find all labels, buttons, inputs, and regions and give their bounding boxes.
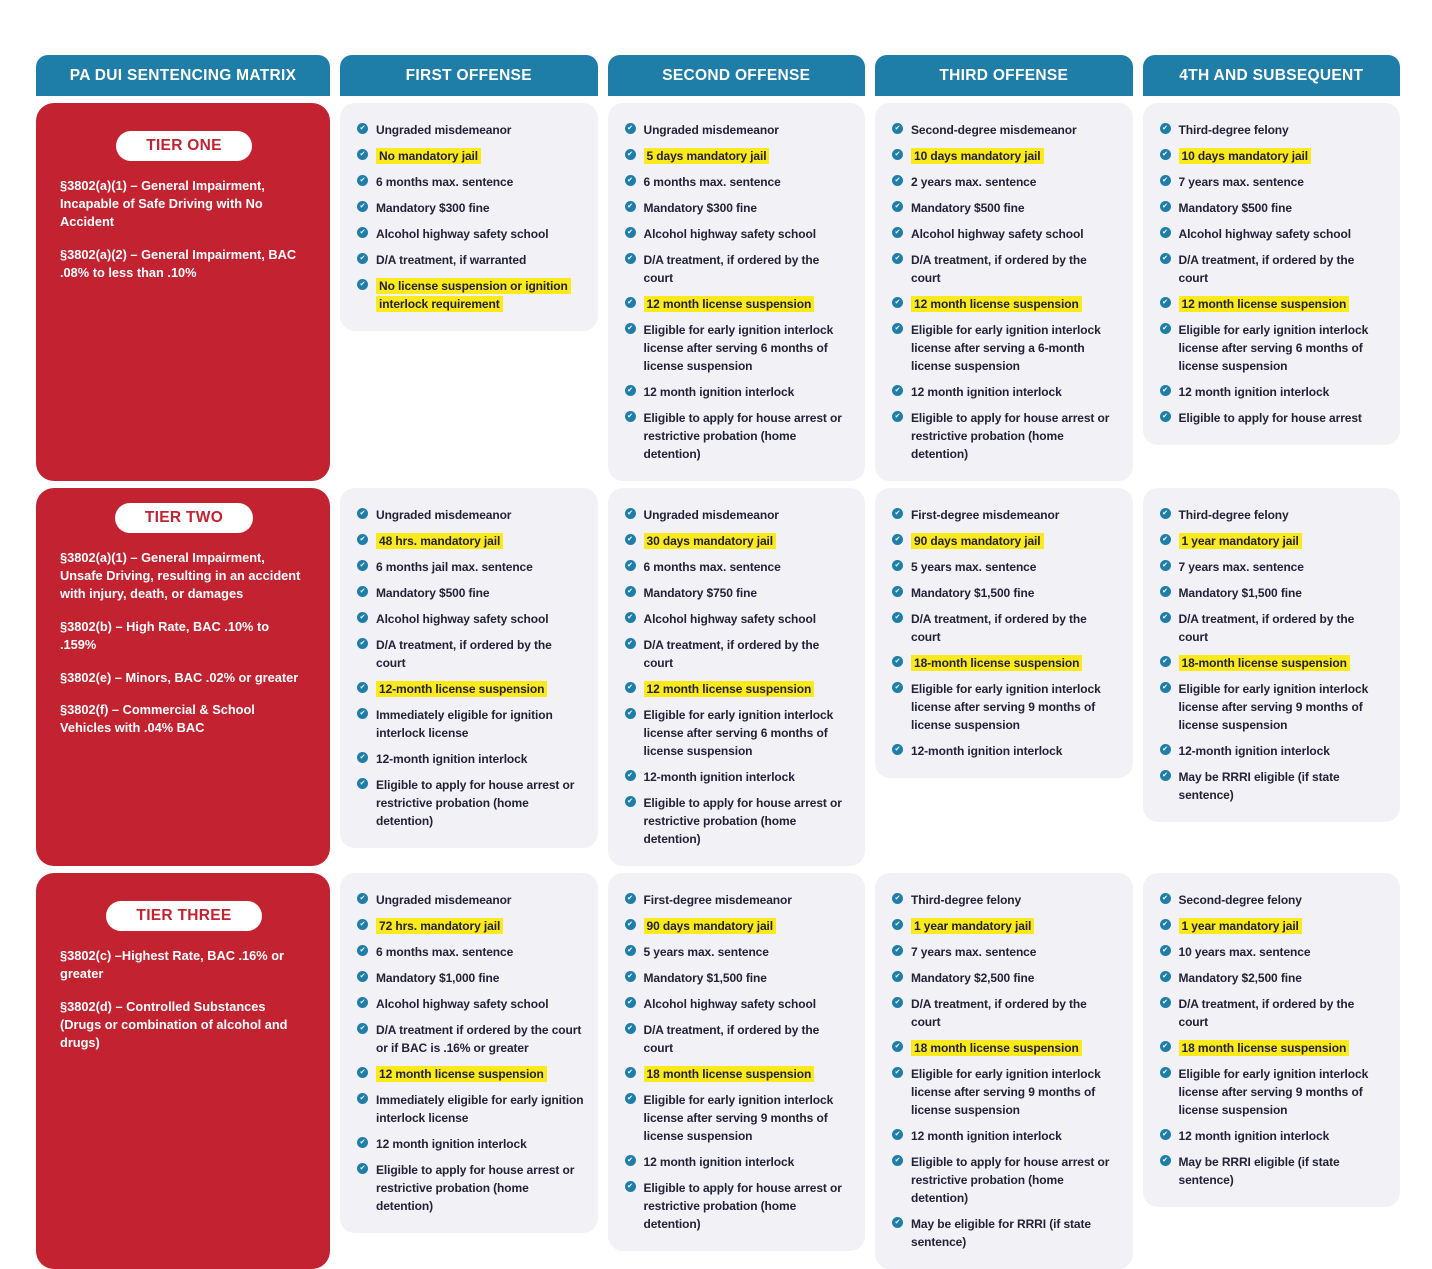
- penalty-item: ✔ 72 hrs. mandatory jail: [357, 917, 584, 935]
- penalty-item: ✔ No mandatory jail: [357, 147, 584, 165]
- penalty-item: ✔ Eligible to apply for house arrest or restrictive probation (home detention): [625, 1179, 852, 1233]
- check-icon: [892, 297, 903, 308]
- penalty-item: ✔ Eligible for early ignition interlock license after serving 9 months of license suspension: [1160, 1065, 1387, 1119]
- check-icon: [357, 201, 368, 212]
- tier-three-row: [36, 873, 1400, 1269]
- check-icon: [892, 1041, 903, 1052]
- check-icon: [357, 227, 368, 238]
- check-icon: [892, 1217, 903, 1228]
- check-icon: [357, 1137, 368, 1148]
- statute-text: §3802(a)(1) – General Impairment, Incapable of Safe Driving with No Accident: [60, 178, 265, 229]
- penalty-item: ✔ 2 years max. sentence: [892, 173, 1119, 191]
- check-icon: [1160, 297, 1171, 308]
- check-icon: [625, 919, 636, 930]
- check-icon: [1160, 508, 1171, 519]
- penalty-item: ✔ Alcohol highway safety school: [357, 610, 584, 628]
- check-icon: [357, 997, 368, 1008]
- penalty-item: ✔ Immediately eligible for early ignition interlock license: [357, 1091, 584, 1127]
- check-icon: [357, 175, 368, 186]
- penalty-item: ✔ Eligible for early ignition interlock license after serving 9 months of license suspension: [625, 1091, 852, 1145]
- check-icon: [1160, 123, 1171, 134]
- check-icon: [1160, 323, 1171, 334]
- check-icon: [357, 1023, 368, 1034]
- penalty-item: ✔ Mandatory $500 fine: [892, 199, 1119, 217]
- check-icon: [625, 149, 636, 160]
- penalty-item: ✔ D/A treatment, if ordered by the court: [892, 995, 1119, 1031]
- penalty-item: ✔ D/A treatment, if ordered by the court: [625, 251, 852, 287]
- penalty-item: ✔ 18-month license suspension: [892, 654, 1119, 672]
- check-icon: [892, 971, 903, 982]
- penalty-item: ✔ 12-month license suspension: [357, 680, 584, 698]
- penalty-item: ✔ Eligible for early ignition interlock license after serving 6 months of license suspension: [625, 321, 852, 375]
- penalty-item: ✔ Ungraded misdemeanor: [357, 891, 584, 909]
- check-icon: [1160, 1067, 1171, 1078]
- check-icon: [1160, 770, 1171, 781]
- penalty-item: ✔ 90 days mandatory jail: [892, 532, 1119, 550]
- penalty-list: [625, 891, 852, 1233]
- check-icon: [357, 508, 368, 519]
- check-icon: [625, 175, 636, 186]
- check-icon: [357, 534, 368, 545]
- header-third-offense: THIRD OFFENSE: [875, 55, 1133, 96]
- check-icon: [625, 560, 636, 571]
- penalty-item: ✔ 18 month license suspension: [625, 1065, 852, 1083]
- check-icon: [892, 323, 903, 334]
- penalty-item: ✔ 12 month license suspension: [357, 1065, 584, 1083]
- penalty-item: ✔ 6 months max. sentence: [357, 173, 584, 191]
- check-icon: [892, 586, 903, 597]
- penalty-item: ✔ Immediately eligible for ignition interlock license: [357, 706, 584, 742]
- penalty-item: ✔ 12 month ignition interlock: [357, 1135, 584, 1153]
- check-icon: [892, 682, 903, 693]
- check-icon: [892, 560, 903, 571]
- penalty-item: ✔ Mandatory $2,500 fine: [892, 969, 1119, 987]
- penalty-item: ✔ D/A treatment, if ordered by the court: [892, 610, 1119, 646]
- check-icon: [625, 770, 636, 781]
- penalty-item: ✔ Eligible for early ignition interlock license after serving 6 months of license suspension: [1160, 321, 1387, 375]
- penalty-item: ✔ Eligible to apply for house arrest: [1160, 409, 1387, 427]
- header-second-offense: SECOND OFFENSE: [608, 55, 866, 96]
- check-icon: [1160, 227, 1171, 238]
- penalty-item: ✔ D/A treatment, if warranted: [357, 251, 584, 269]
- penalty-item: ✔ 6 months max. sentence: [625, 558, 852, 576]
- penalty-item: ✔ Eligible for early ignition interlock license after serving 9 months of license suspension: [1160, 680, 1387, 734]
- penalty-item: ✔ First-degree misdemeanor: [892, 506, 1119, 524]
- penalty-item: ✔ Alcohol highway safety school: [357, 225, 584, 243]
- penalty-item: ✔ Alcohol highway safety school: [892, 225, 1119, 243]
- tier-two-label-pill: [115, 503, 253, 533]
- check-icon: [892, 227, 903, 238]
- check-icon: [357, 893, 368, 904]
- check-icon: [1160, 656, 1171, 667]
- penalty-item: ✔ Alcohol highway safety school: [625, 225, 852, 243]
- check-icon: [625, 411, 636, 422]
- check-icon: [625, 796, 636, 807]
- header-row: [36, 55, 1400, 96]
- check-icon: [892, 411, 903, 422]
- check-icon: [625, 997, 636, 1008]
- tier-two-card: [36, 488, 330, 866]
- check-icon: [625, 201, 636, 212]
- penalty-item: ✔ D/A treatment, if ordered by the court: [357, 636, 584, 672]
- penalty-item: ✔ 12-month ignition interlock: [1160, 742, 1387, 760]
- cell-tier3-fourth-offense: [1143, 873, 1401, 1207]
- check-icon: [625, 123, 636, 134]
- tier-three-label: TIER THREE: [136, 907, 232, 924]
- cell-tier2-second-offense: [608, 488, 866, 866]
- penalty-list: [625, 506, 852, 848]
- tier-two-statutes: [60, 549, 308, 737]
- check-icon: [892, 893, 903, 904]
- penalty-item: ✔ May be RRRI eligible (if state sentence): [1160, 768, 1387, 804]
- check-icon: [357, 708, 368, 719]
- penalty-item: ✔ Eligible to apply for house arrest or restrictive probation (home detention): [625, 409, 852, 463]
- cell-tier1-third-offense: [875, 103, 1133, 481]
- check-icon: [357, 919, 368, 930]
- penalty-list: [892, 891, 1119, 1251]
- check-icon: [892, 149, 903, 160]
- penalty-item: ✔ Mandatory $500 fine: [357, 584, 584, 602]
- check-icon: [357, 1093, 368, 1104]
- check-icon: [625, 385, 636, 396]
- check-icon: [625, 323, 636, 334]
- check-icon: [625, 1093, 636, 1104]
- penalty-list: [892, 121, 1119, 463]
- penalty-item: ✔ Ungraded misdemeanor: [625, 121, 852, 139]
- statute-text: §3802(a)(2) – General Impairment, BAC .08% to less than .10%: [60, 246, 297, 280]
- penalty-item: ✔ Ungraded misdemeanor: [357, 121, 584, 139]
- check-icon: [1160, 1041, 1171, 1052]
- check-icon: [625, 612, 636, 623]
- penalty-item: ✔ Second-degree felony: [1160, 891, 1387, 909]
- penalty-item: ✔ Mandatory $1,500 fine: [892, 584, 1119, 602]
- check-icon: [357, 1067, 368, 1078]
- penalty-item: ✔ 12 month license suspension: [1160, 295, 1387, 313]
- check-icon: [625, 1155, 636, 1166]
- check-icon: [357, 638, 368, 649]
- penalty-item: ✔ 12 month ignition interlock: [892, 383, 1119, 401]
- penalty-item: ✔ 18-month license suspension: [1160, 654, 1387, 672]
- check-icon: [357, 586, 368, 597]
- penalty-item: ✔ D/A treatment, if ordered by the court: [892, 251, 1119, 287]
- penalty-item: ✔ 12-month ignition interlock: [625, 768, 852, 786]
- check-icon: [1160, 971, 1171, 982]
- penalty-item: ✔ Eligible to apply for house arrest or restrictive probation (home detention): [892, 1153, 1119, 1207]
- check-icon: [625, 1023, 636, 1034]
- check-icon: [357, 1163, 368, 1174]
- penalty-item: ✔ 12 month license suspension: [625, 680, 852, 698]
- cell-tier3-second-offense: [608, 873, 866, 1251]
- penalty-item: ✔ Eligible to apply for house arrest or restrictive probation (home detention): [892, 409, 1119, 463]
- penalty-item: ✔ 12 month license suspension: [892, 295, 1119, 313]
- penalty-list: [625, 121, 852, 463]
- check-icon: [1160, 744, 1171, 755]
- penalty-item: ✔ D/A treatment if ordered by the court or if BAC is .16% or greater: [357, 1021, 584, 1057]
- cell-tier2-fourth-offense: [1143, 488, 1401, 822]
- penalty-item: ✔ 7 years max. sentence: [1160, 558, 1387, 576]
- check-icon: [357, 279, 368, 290]
- check-icon: [1160, 411, 1171, 422]
- penalty-item: ✔ 6 months max. sentence: [357, 943, 584, 961]
- tier-two-label: TIER TWO: [144, 509, 224, 526]
- penalty-item: ✔ Eligible for early ignition interlock license after serving a 6-month license suspension: [892, 321, 1119, 375]
- statute-text: §3802(c) –Highest Rate, BAC .16% or greater: [60, 948, 285, 981]
- penalty-item: ✔ 10 years max. sentence: [1160, 943, 1387, 961]
- tier-three-card: [36, 873, 330, 1269]
- penalty-item: ✔ Mandatory $2,500 fine: [1160, 969, 1387, 987]
- check-icon: [357, 612, 368, 623]
- penalty-item: ✔ Eligible for early ignition interlock license after serving 6 months of license suspension: [625, 706, 852, 760]
- penalty-item: ✔ 90 days mandatory jail: [625, 917, 852, 935]
- check-icon: [625, 971, 636, 982]
- penalty-item: ✔ 48 hrs. mandatory jail: [357, 532, 584, 550]
- check-icon: [625, 638, 636, 649]
- check-icon: [357, 253, 368, 264]
- cell-tier3-third-offense: [875, 873, 1133, 1269]
- penalty-item: ✔ 1 year mandatory jail: [1160, 917, 1387, 935]
- penalty-item: ✔ Eligible for early ignition interlock license after serving 9 months of license suspension: [892, 680, 1119, 734]
- check-icon: [892, 253, 903, 264]
- penalty-item: ✔ 1 year mandatory jail: [1160, 532, 1387, 550]
- check-icon: [625, 586, 636, 597]
- check-icon: [1160, 149, 1171, 160]
- statute-text: §3802(f) – Commercial & School Vehicles with .04% BAC: [60, 702, 255, 736]
- penalty-item: ✔ 5 years max. sentence: [625, 943, 852, 961]
- penalty-item: ✔ Mandatory $300 fine: [625, 199, 852, 217]
- tier-one-label-pill: [116, 131, 252, 161]
- check-icon: [625, 227, 636, 238]
- penalty-item: ✔ Mandatory $1,000 fine: [357, 969, 584, 987]
- penalty-item: ✔ Eligible to apply for house arrest or restrictive probation (home detention): [357, 1161, 584, 1215]
- check-icon: [892, 1129, 903, 1140]
- check-icon: [625, 945, 636, 956]
- penalty-item: ✔ Ungraded misdemeanor: [357, 506, 584, 524]
- check-icon: [357, 682, 368, 693]
- tier-three-label-pill: [106, 901, 261, 931]
- statute-text: §3802(d) – Controlled Substances (Drugs or combination of alcohol and drugs): [60, 998, 288, 1050]
- check-icon: [1160, 893, 1171, 904]
- check-icon: [892, 385, 903, 396]
- tier-one-row: [36, 103, 1400, 481]
- penalty-item: ✔ 7 years max. sentence: [1160, 173, 1387, 191]
- header-matrix-title: PA DUI SENTENCING MATRIX: [36, 55, 330, 96]
- penalty-item: ✔ 10 days mandatory jail: [1160, 147, 1387, 165]
- cell-tier1-first-offense: [340, 103, 598, 331]
- penalty-item: ✔ Mandatory $1,500 fine: [1160, 584, 1387, 602]
- penalty-item: ✔ No license suspension or ignition interlock requirement: [357, 277, 584, 313]
- check-icon: [625, 1067, 636, 1078]
- tier-three-statutes: [60, 947, 308, 1052]
- check-icon: [625, 534, 636, 545]
- check-icon: [1160, 560, 1171, 571]
- tier-one-statutes: [60, 177, 308, 282]
- cell-tier1-second-offense: [608, 103, 866, 481]
- check-icon: [625, 508, 636, 519]
- penalty-item: ✔ Second-degree misdemeanor: [892, 121, 1119, 139]
- check-icon: [892, 534, 903, 545]
- penalty-list: [1160, 121, 1387, 427]
- check-icon: [892, 1155, 903, 1166]
- penalty-item: ✔ Mandatory $300 fine: [357, 199, 584, 217]
- penalty-item: ✔ May be eligible for RRRI (if state sentence): [892, 1215, 1119, 1251]
- penalty-item: ✔ D/A treatment, if ordered by the court: [625, 1021, 852, 1057]
- penalty-item: ✔ Ungraded misdemeanor: [625, 506, 852, 524]
- check-icon: [892, 919, 903, 930]
- penalty-item: ✔ 7 years max. sentence: [892, 943, 1119, 961]
- check-icon: [1160, 1129, 1171, 1140]
- penalty-item: ✔ D/A treatment, if ordered by the court: [1160, 610, 1387, 646]
- check-icon: [1160, 586, 1171, 597]
- penalty-item: ✔ Mandatory $1,500 fine: [625, 969, 852, 987]
- cell-tier1-fourth-offense: [1143, 103, 1401, 445]
- penalty-list: [357, 506, 584, 830]
- penalty-item: ✔ Eligible to apply for house arrest or restrictive probation (home detention): [357, 776, 584, 830]
- check-icon: [625, 1181, 636, 1192]
- penalty-item: ✔ 12-month ignition interlock: [357, 750, 584, 768]
- penalty-item: ✔ 12 month license suspension: [625, 295, 852, 313]
- penalty-list: [892, 506, 1119, 760]
- check-icon: [892, 1067, 903, 1078]
- check-icon: [625, 708, 636, 719]
- penalty-item: ✔ 12 month ignition interlock: [1160, 1127, 1387, 1145]
- penalty-item: ✔ Alcohol highway safety school: [1160, 225, 1387, 243]
- penalty-item: ✔ 12 month ignition interlock: [1160, 383, 1387, 401]
- check-icon: [892, 744, 903, 755]
- penalty-item: ✔ D/A treatment, if ordered by the court: [625, 636, 852, 672]
- check-icon: [1160, 682, 1171, 693]
- check-icon: [357, 778, 368, 789]
- tier-one-card: [36, 103, 330, 481]
- penalty-item: ✔ 18 month license suspension: [892, 1039, 1119, 1057]
- penalty-item: ✔ 1 year mandatory jail: [892, 917, 1119, 935]
- check-icon: [1160, 534, 1171, 545]
- tier-one-label: TIER ONE: [146, 137, 222, 154]
- penalty-item: ✔ 5 days mandatory jail: [625, 147, 852, 165]
- check-icon: [892, 175, 903, 186]
- penalty-item: ✔ 12 month ignition interlock: [892, 1127, 1119, 1145]
- penalty-list: [357, 121, 584, 313]
- penalty-item: ✔ 6 months max. sentence: [625, 173, 852, 191]
- penalty-item: ✔ 12 month ignition interlock: [625, 1153, 852, 1171]
- check-icon: [625, 682, 636, 693]
- tier-two-row: [36, 488, 1400, 866]
- check-icon: [1160, 919, 1171, 930]
- penalty-list: [357, 891, 584, 1215]
- check-icon: [892, 508, 903, 519]
- penalty-item: ✔ Eligible for early ignition interlock license after serving 9 months of license suspension: [892, 1065, 1119, 1119]
- check-icon: [357, 752, 368, 763]
- penalty-item: ✔ Eligible to apply for house arrest or restrictive probation (home detention): [625, 794, 852, 848]
- check-icon: [1160, 945, 1171, 956]
- penalty-list: [1160, 891, 1387, 1189]
- penalty-item: ✔ Mandatory $750 fine: [625, 584, 852, 602]
- penalty-list: [1160, 506, 1387, 804]
- statute-text: §3802(b) – High Rate, BAC .10% to .159%: [60, 618, 270, 652]
- penalty-item: ✔ 12 month ignition interlock: [625, 383, 852, 401]
- penalty-item: ✔ D/A treatment, if ordered by the court: [1160, 251, 1387, 287]
- check-icon: [892, 945, 903, 956]
- check-icon: [892, 997, 903, 1008]
- check-icon: [892, 201, 903, 212]
- penalty-item: ✔ Third-degree felony: [1160, 121, 1387, 139]
- penalty-item: ✔ 30 days mandatory jail: [625, 532, 852, 550]
- penalty-item: ✔ May be RRRI eligible (if state sentence): [1160, 1153, 1387, 1189]
- cell-tier2-third-offense: [875, 488, 1133, 778]
- penalty-item: ✔ 6 months jail max. sentence: [357, 558, 584, 576]
- check-icon: [357, 123, 368, 134]
- penalty-item: ✔ 18 month license suspension: [1160, 1039, 1387, 1057]
- check-icon: [1160, 175, 1171, 186]
- cell-tier2-first-offense: [340, 488, 598, 848]
- header-fourth-subsequent: 4TH AND SUBSEQUENT: [1143, 55, 1401, 96]
- check-icon: [357, 971, 368, 982]
- penalty-item: ✔ Alcohol highway safety school: [625, 610, 852, 628]
- check-icon: [625, 893, 636, 904]
- check-icon: [1160, 612, 1171, 623]
- penalty-item: ✔ First-degree misdemeanor: [625, 891, 852, 909]
- penalty-item: ✔ Third-degree felony: [892, 891, 1119, 909]
- check-icon: [892, 656, 903, 667]
- check-icon: [892, 612, 903, 623]
- penalty-item: ✔ 5 years max. sentence: [892, 558, 1119, 576]
- check-icon: [1160, 997, 1171, 1008]
- penalty-item: ✔ Third-degree felony: [1160, 506, 1387, 524]
- statute-text: §3802(a)(1) – General Impairment, Unsafe Driving, resulting in an accident with injury, death, or damages: [60, 550, 301, 601]
- penalty-item: ✔ Alcohol highway safety school: [357, 995, 584, 1013]
- check-icon: [357, 560, 368, 571]
- check-icon: [625, 253, 636, 264]
- check-icon: [892, 123, 903, 134]
- penalty-item: ✔ 12-month ignition interlock: [892, 742, 1119, 760]
- penalty-item: ✔ D/A treatment, if ordered by the court: [1160, 995, 1387, 1031]
- penalty-item: ✔ Mandatory $500 fine: [1160, 199, 1387, 217]
- header-first-offense: FIRST OFFENSE: [340, 55, 598, 96]
- penalty-item: ✔ Alcohol highway safety school: [625, 995, 852, 1013]
- check-icon: [1160, 201, 1171, 212]
- check-icon: [1160, 385, 1171, 396]
- check-icon: [1160, 253, 1171, 264]
- check-icon: [357, 945, 368, 956]
- check-icon: [357, 149, 368, 160]
- check-icon: [625, 297, 636, 308]
- check-icon: [1160, 1155, 1171, 1166]
- penalty-item: ✔ 10 days mandatory jail: [892, 147, 1119, 165]
- statute-text: §3802(e) – Minors, BAC .02% or greater: [60, 669, 299, 685]
- cell-tier3-first-offense: [340, 873, 598, 1233]
